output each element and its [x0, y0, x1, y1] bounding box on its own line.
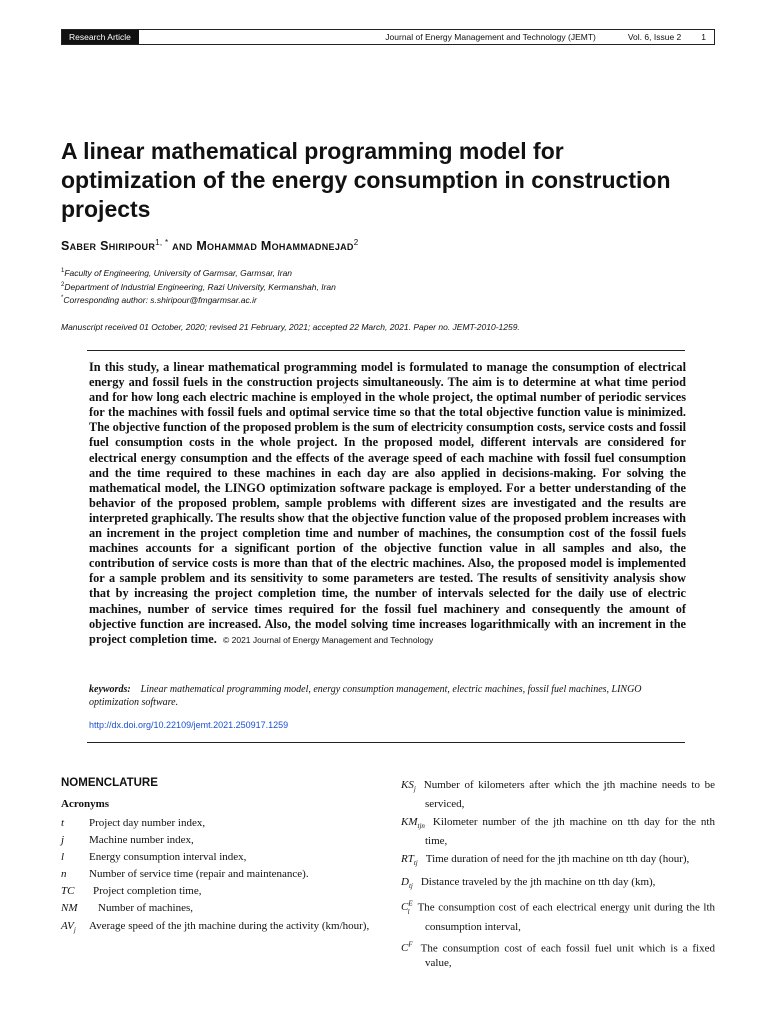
abstract-top-rule	[87, 350, 685, 351]
symbol: n	[61, 868, 67, 881]
symbol-base: C	[401, 942, 409, 955]
list-item	[401, 897, 715, 935]
affiliation-text: Faculty of Engineering, University of Garmsar, Garmsar, Iran	[64, 268, 293, 278]
symbol-subscript: l	[407, 907, 410, 916]
nomenclature-right-column	[401, 778, 715, 974]
author-name: Mohammad Mohammadnejad	[196, 239, 354, 254]
acronyms-heading: Acronyms	[61, 798, 110, 810]
definition: Energy consumption interval index,	[89, 851, 247, 864]
definition: Number of kilometers after which the jth machine needs to be serviced,	[423, 779, 715, 811]
symbol-subscript: j	[413, 785, 416, 794]
affiliation-text: Department of Industrial Engineering, Razi University, Kermanshah, Iran	[64, 282, 336, 292]
running-header	[61, 29, 715, 45]
definition: The consumption cost of each fossil fuel unit which is a fixed value,	[420, 942, 715, 970]
symbol-base: C	[401, 901, 409, 914]
journal-name: Journal of Energy Management and Technology (JEMT)	[385, 32, 596, 42]
symbol: j	[61, 834, 65, 847]
definition: Project completion time,	[93, 885, 202, 898]
abstract-bottom-rule	[87, 742, 685, 743]
symbol: t	[61, 817, 65, 829]
list-item	[61, 866, 375, 883]
list-item	[401, 938, 715, 972]
symbol-superscript: E	[408, 899, 413, 908]
definition: Distance traveled by the jth machine on tth day (km),	[420, 875, 656, 888]
affiliation-text: Corresponding author: s.shiripour@fmgarmsar.ac.ir	[63, 295, 257, 305]
symbol	[401, 816, 425, 831]
paper-title: A linear mathematical programming model for optimization of the energy consumption in construction projects	[61, 138, 671, 222]
symbol-superscript: F	[408, 940, 413, 949]
definition: Kilometer number of the jth machine on tth day for the nth time,	[425, 816, 715, 848]
list-item	[61, 815, 375, 832]
definition: Machine number index,	[89, 834, 194, 847]
symbol: l	[61, 851, 65, 864]
symbol-base: RT	[401, 853, 414, 866]
abstract	[89, 360, 686, 648]
doi-link[interactable]: http://dx.doi.org/10.22109/jemt.2021.250917.1259	[89, 720, 289, 730]
symbol	[401, 899, 413, 916]
list-item	[61, 918, 375, 939]
definition: Project day number index,	[89, 817, 206, 829]
list-item	[401, 852, 715, 871]
symbol	[61, 918, 81, 939]
symbol	[401, 942, 413, 954]
list-item	[401, 815, 715, 849]
symbol-base: KS	[401, 779, 414, 791]
author-conjunction: and	[168, 239, 197, 254]
affiliation-line	[61, 282, 336, 292]
symbol	[401, 853, 418, 868]
symbol-subscript: tj	[413, 859, 418, 868]
author-affil-mark: 1, *	[155, 238, 169, 247]
symbol-subscript: tj	[408, 881, 413, 890]
definition: Time duration of need for the jth machine on tth day (hour),	[425, 853, 690, 866]
volume-issue: Vol. 6, Issue 2	[627, 32, 682, 42]
list-item	[61, 900, 375, 917]
abstract-text: In this study, a linear mathematical programming model is formulated to manage the consumption of electrical energy and fossil fuels in the construction projects simultaneously. The aim is to determine at what time period and for how long each electric machine is employed in the whole project, the optimal number of periodic services for the machines with fossil fuels and optimal service time so that the total objective function value is minimized. The objective function of the proposed problem is the sum of electricity consumption costs, service costs and fossil fuel consumption costs in the whole project. In the proposed model, different intervals are considered for electrical energy consumption and the effects of the average speed of each machine with fossil fuel consumption and the time required to these machines in each day are also applied in decisions-making. For solving the mathematical model, the LINGO optimization software package is employed. For a better understanding of the behavior of the proposed problem, sample problems with different sizes are investigated and the results are interpreted graphically. The results show that the objective function value of the proposed problem increases with an increment in the project completion time and number of machines, the consumption cost of the fossil fuels machines accounts for a significant portion of the objective function value in all samples and also, the contribution of service costs is more than that of the electric machines. Also, the proposed model is implemented for a sample problem and its sensitivity to some parameters are tested. The results of sensitivity analysis show that by increasing the project completion time, the number of intervals selected for the daily use of electric machines, number of service times required for the fossil fuel machinery and consequently the amount of objective function are increased. Also, the model solving time increases logarithmically with an increment in the project completion time.	[89, 360, 686, 646]
affiliation-mark: 1	[61, 268, 65, 275]
symbol	[401, 876, 413, 888]
definition: Average speed of the jth machine during the activity (km/hour),	[89, 919, 370, 932]
manuscript-dates: Manuscript received 01 October, 2020; revised 21 February, 2021; accepted 22 March, 2021. Paper no. JEMT-2010-1259.	[61, 322, 520, 332]
definition: Number of machines,	[98, 902, 193, 915]
affiliation-mark: 2	[61, 282, 65, 289]
symbol	[401, 779, 416, 794]
symbol-subscript: tjn	[417, 822, 425, 831]
symbol-subscript: j	[73, 925, 76, 934]
author-list	[61, 238, 358, 253]
list-item	[401, 778, 715, 812]
definition: Number of service time (repair and maintenance).	[89, 868, 309, 881]
nomenclature-heading: NOMENCLATURE	[61, 777, 158, 789]
list-item	[61, 832, 375, 849]
article-type-tag: Research Article	[62, 30, 139, 44]
symbol-base: KM	[401, 816, 418, 829]
list-item	[401, 875, 715, 894]
corresponding-author	[61, 295, 257, 305]
symbol-base: AV	[61, 919, 74, 932]
affiliation-line	[61, 268, 292, 278]
author-name: Saber Shiripour	[61, 239, 156, 254]
affiliation-mark: *	[61, 295, 64, 302]
author-affil-mark: 2	[353, 238, 359, 247]
list-item	[61, 849, 375, 866]
page-number: 1	[701, 32, 706, 42]
list-item	[61, 883, 375, 900]
symbol: NM	[61, 902, 78, 915]
symbol: TC	[61, 885, 75, 898]
definition: The consumption cost of each electrical energy unit during the lth consumption interval,	[417, 901, 715, 933]
keywords-text: Linear mathematical programming model, energy consumption management, electric machines, fossil fuel machines, LINGO optimization software.	[89, 684, 642, 708]
symbol-base: D	[401, 875, 409, 888]
keywords-label: keywords:	[89, 684, 131, 695]
keywords	[89, 683, 689, 709]
nomenclature-left-column	[61, 815, 375, 939]
copyright-notice: © 2021 Journal of Energy Management and Technology	[222, 634, 434, 645]
